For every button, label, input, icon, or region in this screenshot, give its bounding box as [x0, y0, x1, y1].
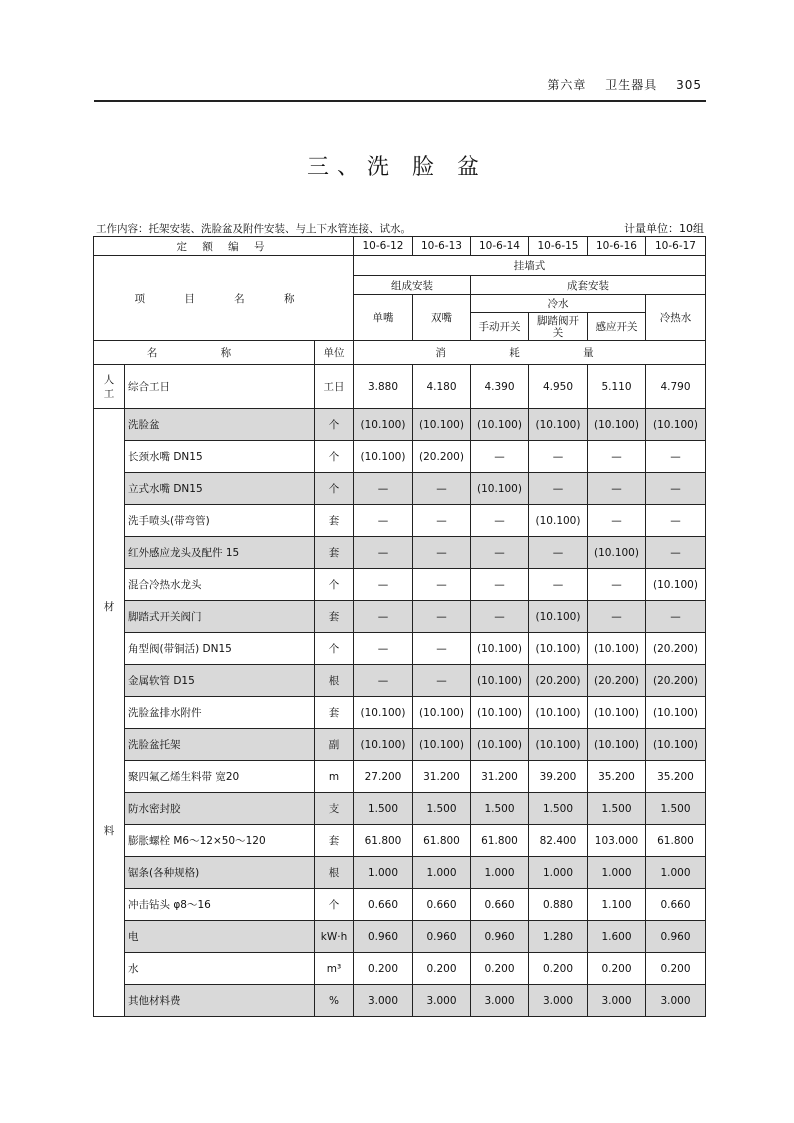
material-name: 膨胀螺栓 M6～12×50～120: [125, 825, 315, 857]
material-value: (10.100): [471, 633, 529, 665]
section-label: 卫生器具: [605, 78, 658, 92]
material-value: 0.960: [413, 921, 471, 953]
material-value: 1.000: [413, 857, 471, 889]
material-value: 61.800: [471, 825, 529, 857]
material-row: [94, 729, 706, 761]
material-value: —: [529, 569, 588, 601]
material-value: 1.500: [646, 793, 706, 825]
material-name: 脚踏式开关阀门: [125, 601, 315, 633]
material-value: (10.100): [646, 729, 706, 761]
material-value: —: [354, 473, 413, 505]
quota-table: [93, 236, 706, 1017]
chapter-label: 第六章: [547, 78, 587, 92]
material-value: 31.200: [471, 761, 529, 793]
material-value: —: [646, 601, 706, 633]
material-value: —: [354, 601, 413, 633]
material-row: [94, 665, 706, 697]
material-value: (10.100): [354, 697, 413, 729]
material-value: (20.200): [588, 665, 646, 697]
page-title: 三、洗 脸 盆: [307, 155, 487, 180]
material-value: —: [354, 633, 413, 665]
material-value: (20.200): [646, 665, 706, 697]
material-value: 35.200: [588, 761, 646, 793]
material-value: (10.100): [529, 505, 588, 537]
unit-col-label: 单位: [315, 341, 354, 365]
material-row: [94, 441, 706, 473]
material-value: 1.280: [529, 921, 588, 953]
material-value: —: [413, 505, 471, 537]
material-name: 角型阀(带铜活) DN15: [125, 633, 315, 665]
material-value: (10.100): [646, 569, 706, 601]
material-unit: kW·h: [315, 921, 354, 953]
material-unit: 根: [315, 665, 354, 697]
material-name: 电: [125, 921, 315, 953]
material-value: 61.800: [354, 825, 413, 857]
code-cell: 10-6-12: [354, 237, 413, 256]
page-number: 305: [676, 78, 702, 92]
material-value: 3.000: [471, 985, 529, 1017]
material-value: (20.200): [413, 441, 471, 473]
material-value: 0.200: [529, 953, 588, 985]
material-value: 82.400: [529, 825, 588, 857]
material-value: (10.100): [646, 409, 706, 441]
material-row: [94, 857, 706, 889]
material-value: 61.800: [413, 825, 471, 857]
col-hot-cold: 冷热水: [646, 295, 706, 341]
material-value: (10.100): [471, 697, 529, 729]
material-name: 洗脸盆: [125, 409, 315, 441]
material-value: 0.660: [471, 889, 529, 921]
material-value: 1.100: [588, 889, 646, 921]
material-row: [94, 793, 706, 825]
material-value: 0.960: [471, 921, 529, 953]
work-content: 工作内容：托架安装、洗脸盆及附件安装、与上下水管连接、试水。: [96, 223, 411, 235]
labor-value: 4.950: [529, 365, 588, 409]
material-value: —: [413, 569, 471, 601]
material-name: 锯条(各种规格): [125, 857, 315, 889]
material-category-top: 材: [103, 601, 115, 613]
material-unit: 根: [315, 857, 354, 889]
material-value: 39.200: [529, 761, 588, 793]
material-value: (10.100): [471, 473, 529, 505]
material-value: (20.200): [529, 665, 588, 697]
material-unit: 副: [315, 729, 354, 761]
material-unit: 个: [315, 441, 354, 473]
material-value: 1.000: [354, 857, 413, 889]
material-value: 0.200: [354, 953, 413, 985]
material-name: 立式水嘴 DN15: [125, 473, 315, 505]
material-value: 31.200: [413, 761, 471, 793]
consume-label: 消 耗 量: [354, 341, 706, 365]
material-unit: 个: [315, 473, 354, 505]
material-unit: m: [315, 761, 354, 793]
material-value: —: [646, 441, 706, 473]
material-value: (10.100): [588, 409, 646, 441]
material-value: 0.880: [529, 889, 588, 921]
name-label: 名 称: [94, 341, 315, 365]
material-name: 红外感应龙头及配件 15: [125, 537, 315, 569]
material-row: [94, 921, 706, 953]
material-value: 1.500: [529, 793, 588, 825]
material-name: 洗脸盆托架: [125, 729, 315, 761]
material-value: 1.000: [588, 857, 646, 889]
material-value: —: [413, 633, 471, 665]
header-rule: [94, 100, 706, 102]
material-value: (10.100): [588, 633, 646, 665]
material-unit: 套: [315, 601, 354, 633]
labor-value: 4.790: [646, 365, 706, 409]
material-name: 洗脸盆排水附件: [125, 697, 315, 729]
material-name: 水: [125, 953, 315, 985]
labor-item-name: 综合工日: [125, 365, 315, 409]
material-value: (10.100): [354, 441, 413, 473]
material-value: —: [646, 505, 706, 537]
code-cell: 10-6-17: [646, 237, 706, 256]
unit-label: 计量单位：10组: [624, 222, 704, 235]
material-row: [94, 473, 706, 505]
material-row: [94, 409, 706, 441]
material-value: (10.100): [529, 729, 588, 761]
group-set: 成套安装: [471, 276, 706, 295]
material-value: (10.100): [588, 697, 646, 729]
material-value: 3.000: [413, 985, 471, 1017]
code-cell: 10-6-13: [413, 237, 471, 256]
material-row: [94, 601, 706, 633]
material-value: —: [413, 473, 471, 505]
col-double: 双嘴: [413, 295, 471, 341]
material-unit: %: [315, 985, 354, 1017]
material-value: —: [646, 537, 706, 569]
material-value: 1.500: [354, 793, 413, 825]
material-value: —: [588, 473, 646, 505]
material-unit: 个: [315, 889, 354, 921]
material-unit: 套: [315, 537, 354, 569]
material-value: (10.100): [646, 697, 706, 729]
material-value: 0.200: [471, 953, 529, 985]
material-value: —: [413, 665, 471, 697]
material-row: [94, 569, 706, 601]
material-unit: 个: [315, 633, 354, 665]
material-unit: m³: [315, 953, 354, 985]
material-value: (10.100): [529, 697, 588, 729]
material-value: —: [529, 441, 588, 473]
col-single: 单嘴: [354, 295, 413, 341]
material-value: (10.100): [588, 729, 646, 761]
material-value: 0.660: [646, 889, 706, 921]
material-value: —: [354, 537, 413, 569]
material-value: —: [471, 441, 529, 473]
material-value: (10.100): [588, 537, 646, 569]
material-value: 1.500: [588, 793, 646, 825]
material-row: [94, 697, 706, 729]
material-row: [94, 825, 706, 857]
material-value: 27.200: [354, 761, 413, 793]
material-category-bottom: 料: [103, 825, 115, 837]
material-unit: 个: [315, 409, 354, 441]
material-value: —: [529, 537, 588, 569]
material-value: (10.100): [471, 665, 529, 697]
code-cell: 10-6-16: [588, 237, 646, 256]
material-value: —: [354, 569, 413, 601]
labor-value: 4.390: [471, 365, 529, 409]
material-unit: 支: [315, 793, 354, 825]
material-name: 金属软管 D15: [125, 665, 315, 697]
material-value: 3.000: [588, 985, 646, 1017]
labor-unit: 工日: [315, 365, 354, 409]
material-value: (10.100): [529, 409, 588, 441]
material-name: 聚四氟乙烯生料带 宽20: [125, 761, 315, 793]
col-sensor: 感应开关: [588, 313, 646, 341]
material-row: [94, 985, 706, 1017]
material-value: (10.100): [471, 409, 529, 441]
cold-water: 冷水: [471, 295, 646, 313]
material-value: —: [588, 569, 646, 601]
material-value: 0.660: [354, 889, 413, 921]
material-value: 0.660: [413, 889, 471, 921]
col-pedal: 脚踏阀开关: [529, 313, 588, 341]
material-row: [94, 889, 706, 921]
material-value: —: [471, 537, 529, 569]
material-value: 0.960: [646, 921, 706, 953]
material-value: 35.200: [646, 761, 706, 793]
material-unit: 个: [315, 569, 354, 601]
code-cell: 10-6-14: [471, 237, 529, 256]
material-value: (10.100): [413, 729, 471, 761]
material-value: 3.000: [354, 985, 413, 1017]
material-value: —: [588, 441, 646, 473]
material-value: (10.100): [413, 697, 471, 729]
material-name: 洗手喷头(带弯管): [125, 505, 315, 537]
material-value: (20.200): [646, 633, 706, 665]
material-value: 1.500: [413, 793, 471, 825]
material-value: —: [529, 473, 588, 505]
material-value: (10.100): [529, 601, 588, 633]
material-value: 1.000: [646, 857, 706, 889]
material-value: (10.100): [529, 633, 588, 665]
material-value: 1.600: [588, 921, 646, 953]
material-value: 0.200: [413, 953, 471, 985]
material-value: 1.000: [471, 857, 529, 889]
material-value: 0.960: [354, 921, 413, 953]
material-value: —: [354, 665, 413, 697]
material-value: —: [471, 505, 529, 537]
material-value: 0.200: [646, 953, 706, 985]
labor-value: 4.180: [413, 365, 471, 409]
material-value: 1.000: [529, 857, 588, 889]
material-name: 长颈水嘴 DN15: [125, 441, 315, 473]
page-header: [533, 76, 702, 93]
material-unit: 套: [315, 697, 354, 729]
material-value: —: [354, 505, 413, 537]
material-row: [94, 633, 706, 665]
labor-value: 3.880: [354, 365, 413, 409]
material-row: [94, 953, 706, 985]
material-unit: 套: [315, 825, 354, 857]
labor-category: 人工: [94, 365, 125, 409]
material-value: (10.100): [354, 729, 413, 761]
material-value: (10.100): [354, 409, 413, 441]
material-row: [94, 505, 706, 537]
material-value: 3.000: [529, 985, 588, 1017]
material-name: 冲击钻头 φ8～16: [125, 889, 315, 921]
material-value: 103.000: [588, 825, 646, 857]
material-value: (10.100): [413, 409, 471, 441]
material-value: —: [413, 537, 471, 569]
material-name: 防水密封胶: [125, 793, 315, 825]
col-manual: 手动开关: [471, 313, 529, 341]
material-name: 其他材料费: [125, 985, 315, 1017]
material-value: —: [413, 601, 471, 633]
code-cell: 10-6-15: [529, 237, 588, 256]
group-assembly: 组成安装: [354, 276, 471, 295]
material-value: —: [588, 505, 646, 537]
material-row: [94, 537, 706, 569]
material-value: —: [646, 473, 706, 505]
mount-type: 挂墙式: [354, 256, 706, 276]
item-name-label: 项 目 名 称: [94, 256, 354, 341]
material-value: —: [588, 601, 646, 633]
material-value: —: [471, 601, 529, 633]
material-value: 0.200: [588, 953, 646, 985]
material-value: (10.100): [471, 729, 529, 761]
material-value: —: [471, 569, 529, 601]
material-value: 61.800: [646, 825, 706, 857]
material-row: [94, 761, 706, 793]
material-value: 3.000: [646, 985, 706, 1017]
material-name: 混合冷热水龙头: [125, 569, 315, 601]
material-category: [94, 409, 125, 1017]
material-value: 1.500: [471, 793, 529, 825]
material-unit: 套: [315, 505, 354, 537]
quota-code-label: 定 额 编 号: [94, 237, 354, 256]
labor-value: 5.110: [588, 365, 646, 409]
